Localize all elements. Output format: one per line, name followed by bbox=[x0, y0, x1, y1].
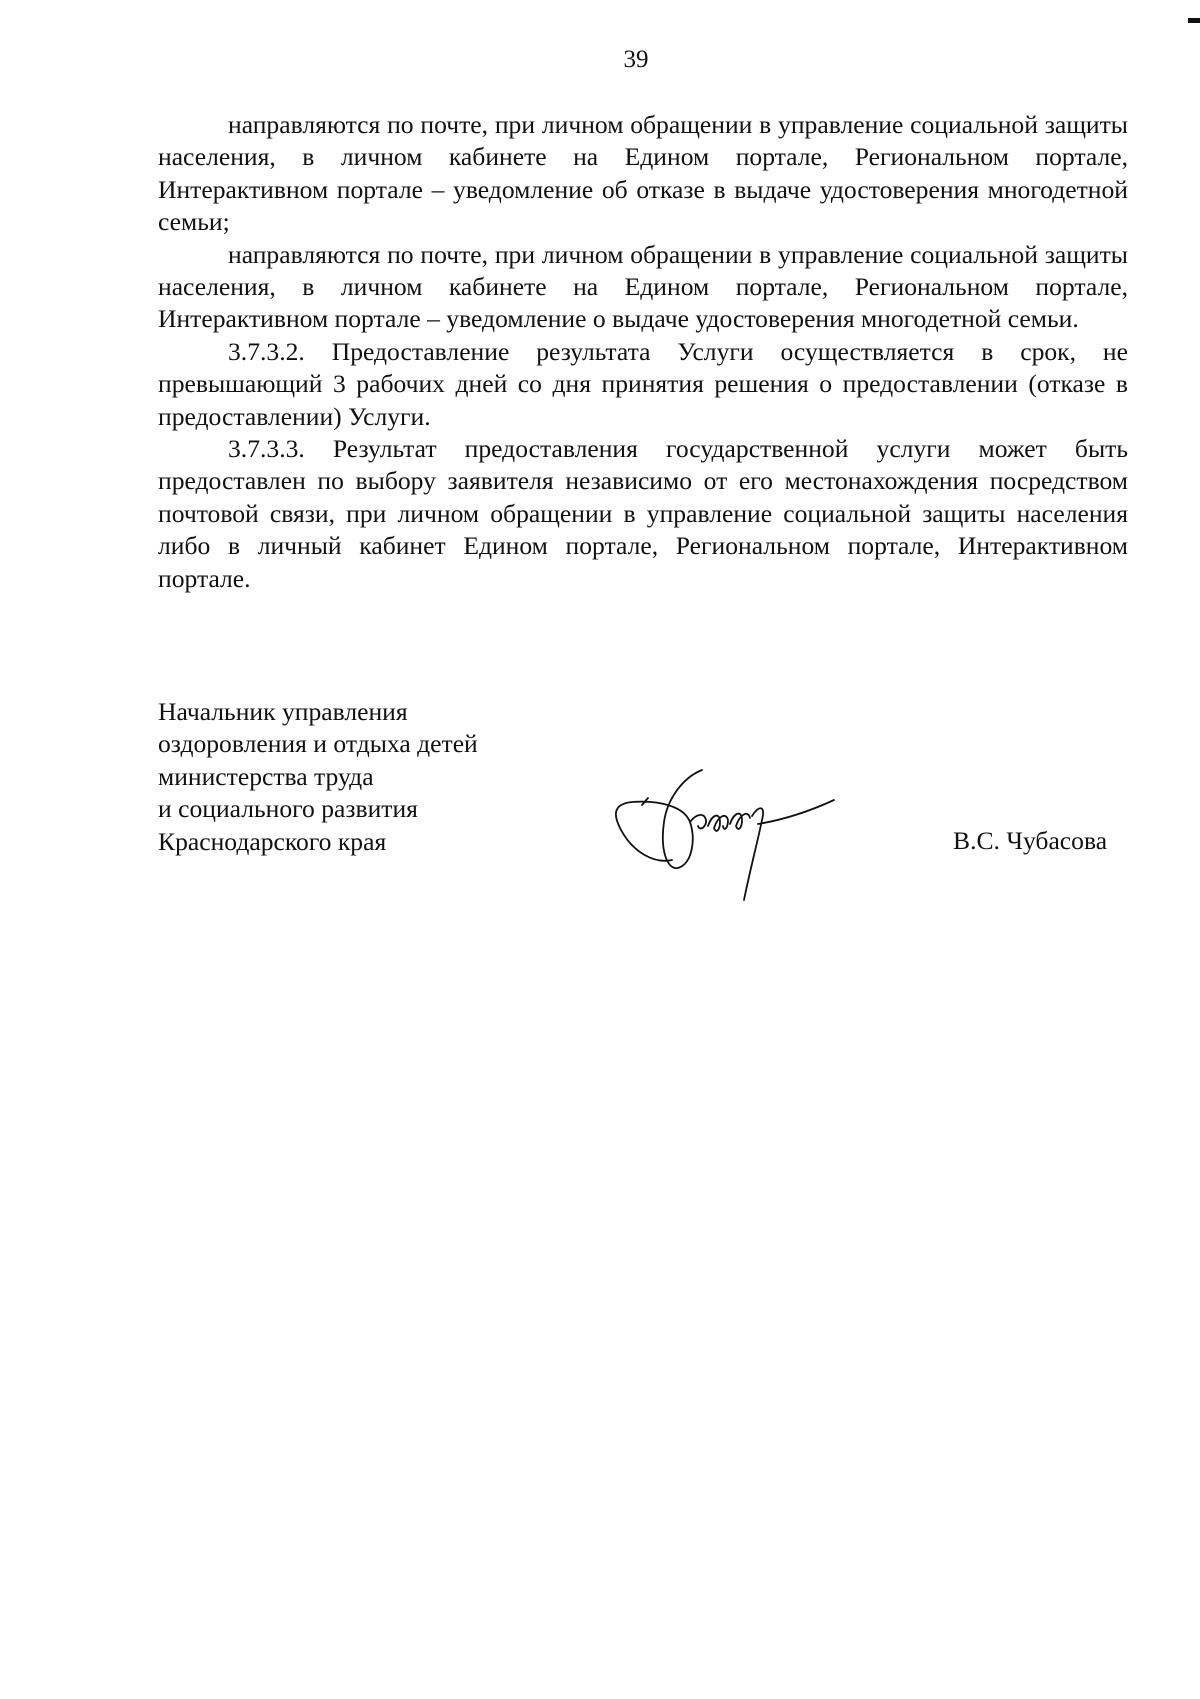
signer-name: В.С. Чубасова bbox=[953, 826, 1108, 855]
page-number: 39 bbox=[623, 46, 649, 73]
signatory-position bbox=[158, 696, 478, 858]
signatory-position-line: и социального развития bbox=[158, 794, 418, 824]
signatory-position-line: Краснодарского края bbox=[158, 826, 387, 856]
signatory-position-line: Начальник управления bbox=[158, 697, 408, 726]
paragraph: 3.7.3.2. Предоставление результата Услуги осуществляется в срок, не превышающий 3 рабочих дней со дня принятия решения о предоставлении (отказе в предоставлении) Услуги. bbox=[158, 336, 1128, 431]
paragraph: 3.7.3.3. Результат предоставления государственной услуги может быть предоставлен по выбору заявителя независимо от его местонахождения посредством почтовой связи, при личном обращении в управление социальной защиты населения либо в личный кабинет Едином портале, Региональном портале, Интерактивном портале. bbox=[158, 434, 1128, 593]
handwritten-signature-icon bbox=[612, 760, 852, 920]
signatory-position-line: министерства труда bbox=[158, 761, 374, 791]
paragraph: направляются по почте, при личном обращении в управление социальной защиты населения, в личном кабинете на Едином портале, Региональном портале, Интерактивном портале – уведомление об отказе в выдаче удостоверения многодетной семьи; bbox=[158, 110, 1128, 237]
document-body bbox=[158, 109, 1128, 595]
paragraph: направляются по почте, при личном обращении в управление социальной защиты населения, в личном кабинете на Едином портале, Региональном портале, Интерактивном портале – уведомление о выдаче удостоверения многодетной семьи. bbox=[158, 239, 1128, 334]
signatory-position-line: оздоровления и отдыха детей bbox=[158, 729, 478, 759]
scan-edge-mark bbox=[1188, 18, 1200, 23]
